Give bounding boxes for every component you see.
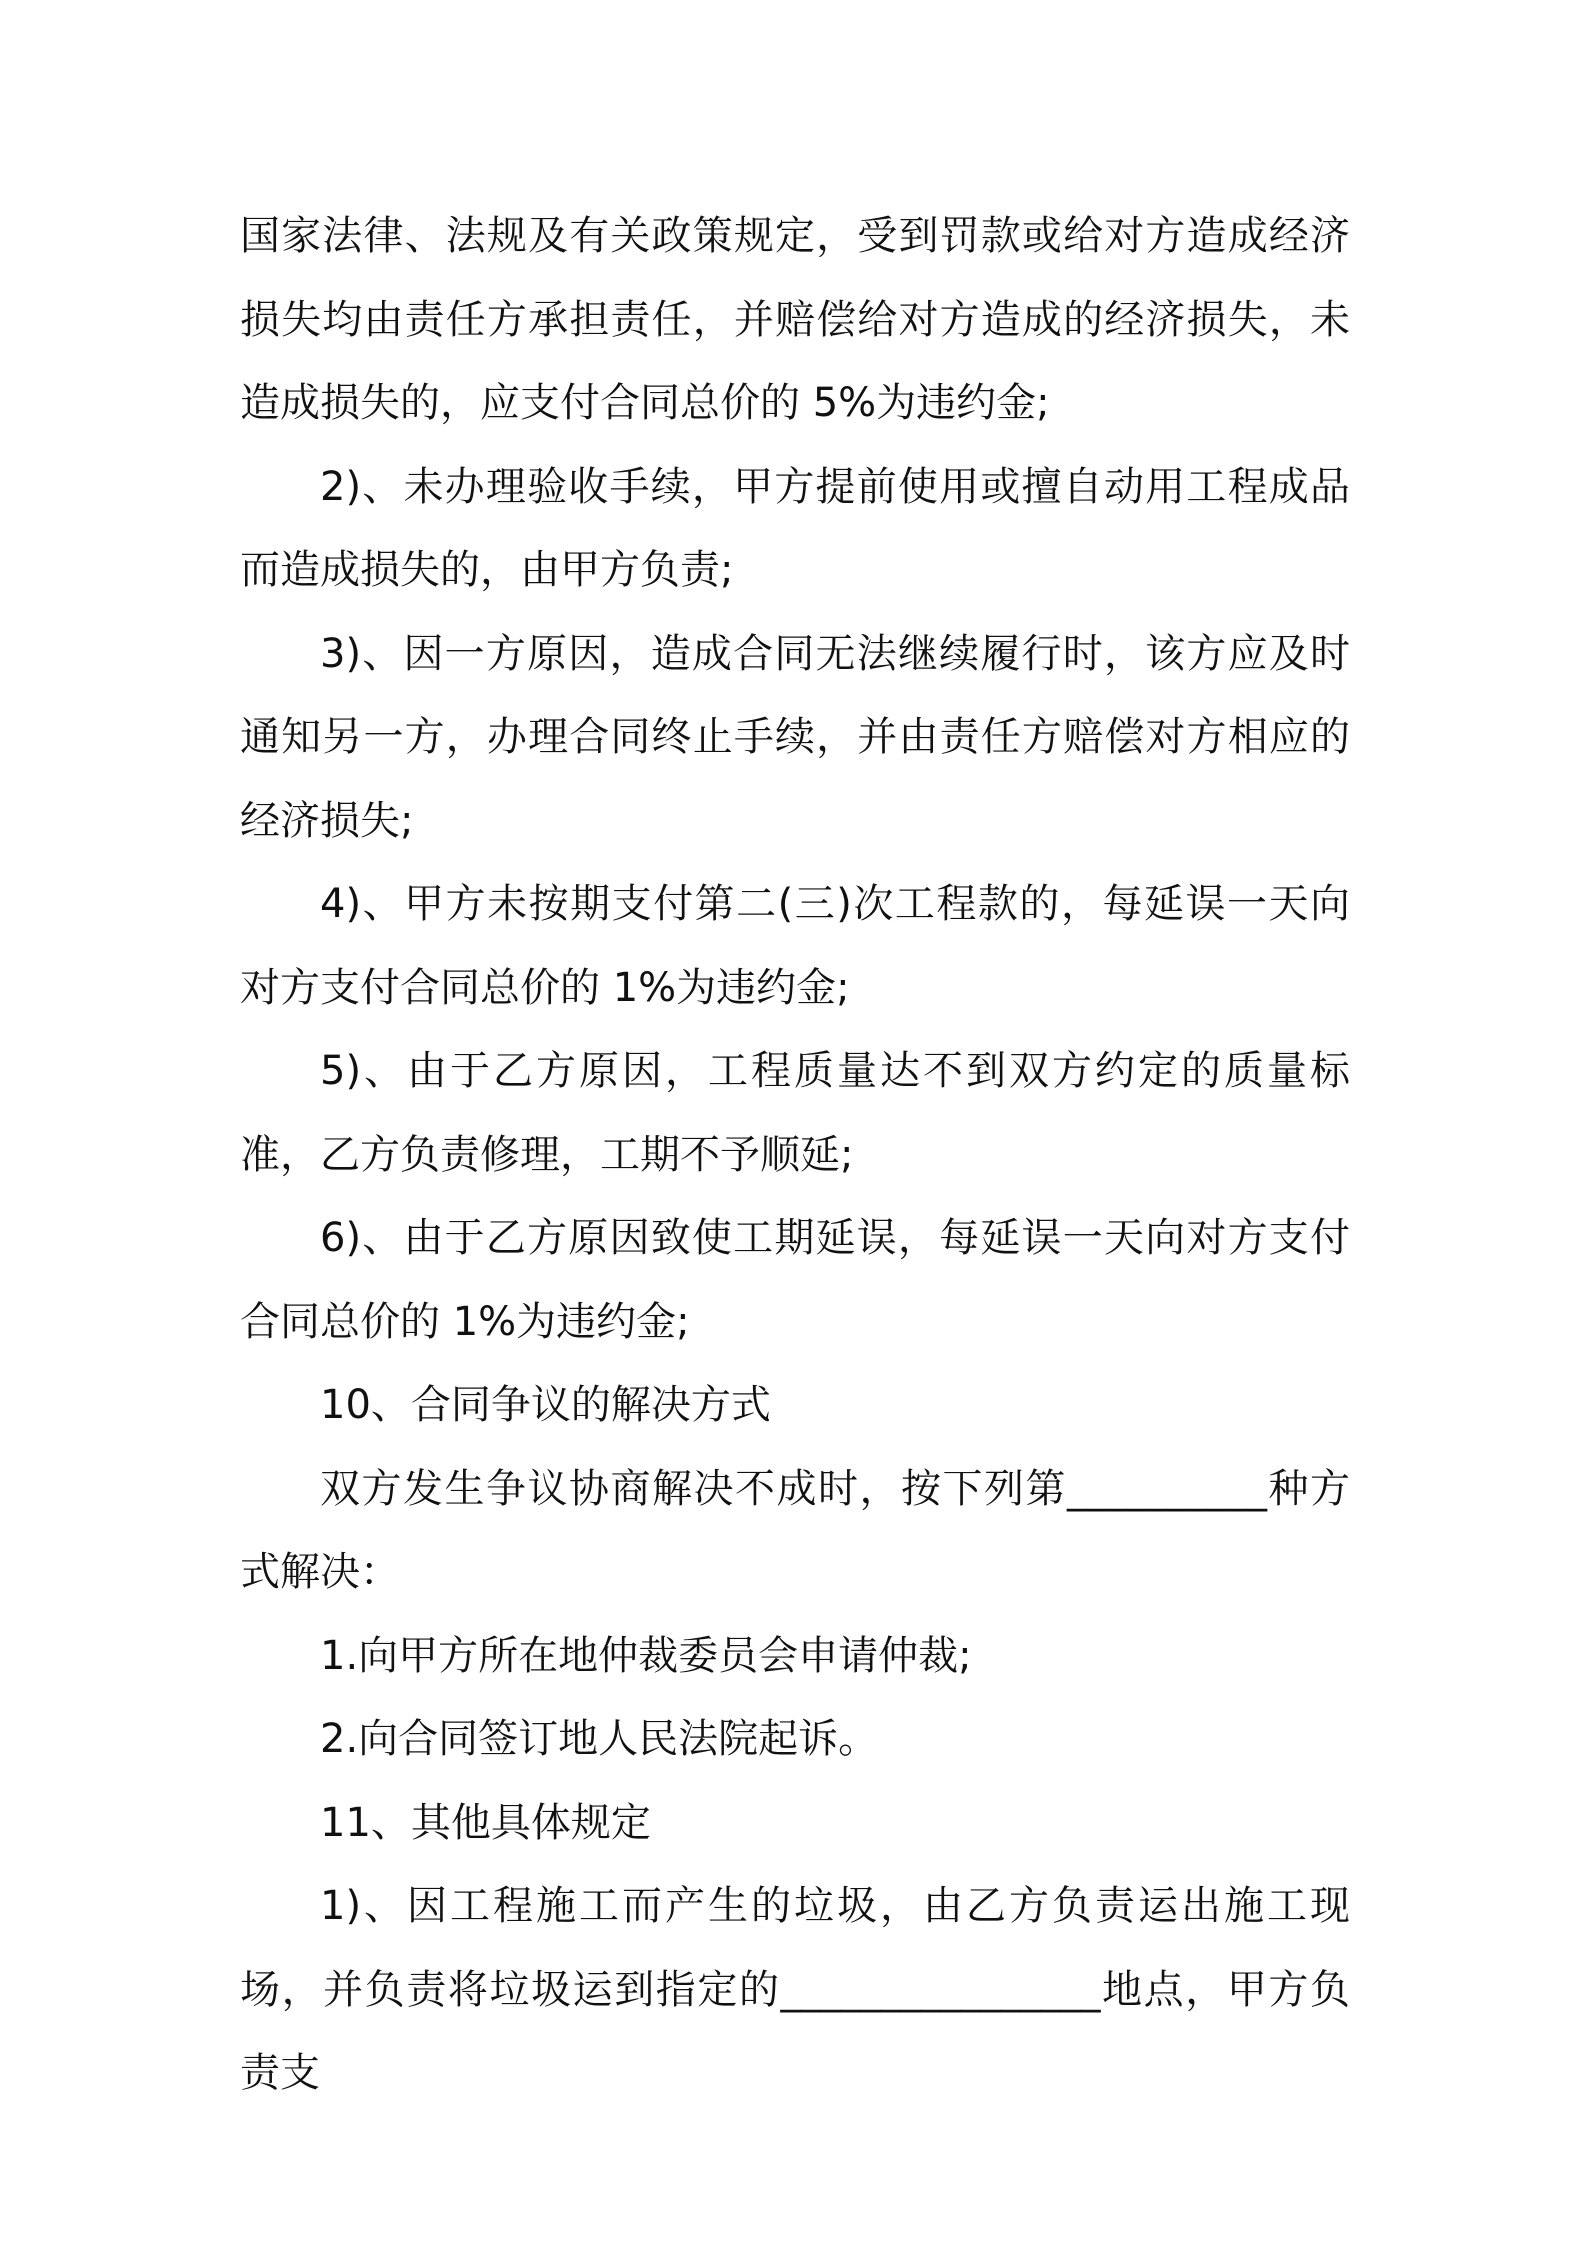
paragraph-clause-2: 2)、未办理验收手续，甲方提前使用或擅自动用工程成品而造成损失的，由甲方负责; [240, 463, 1350, 593]
paragraph-garbage-clause: 1)、因工程施工而产生的垃圾，由乙方负责运出施工现场，并负责将垃圾运到指定的________________地点，甲方负责支 [240, 1883, 1350, 2096]
paragraph-option-1: 1.向甲方所在地仲裁委员会申请仲裁; [320, 1632, 972, 1679]
paragraph-dispute-resolution: 双方发生争议协商解决不成时，按下列第__________种方式解决： [240, 1465, 1350, 1595]
section-heading-11: 11、其他具体规定 [320, 1799, 651, 1846]
paragraph-clause-5: 5)、由于乙方原因，工程质量达不到双方约定的质量标准，乙方负责修理，工期不予顺延; [240, 1048, 1350, 1178]
paragraph-breach-penalty-continued: 国家法律、法规及有关政策规定，受到罚款或给对方造成经济损失均由责任方承担责任，并赔偿给对方造成的经济损失，未造成损失的，应支付合同总价的 5%为违约金; [240, 213, 1350, 426]
section-heading-10: 10、合同争议的解决方式 [320, 1382, 771, 1428]
paragraph-option-2: 2.向合同签订地人民法院起诉。 [320, 1716, 879, 1762]
paragraph-clause-6: 6)、由于乙方原因致使工期延误，每延误一天向对方支付合同总价的 1%为违约金; [240, 1215, 1350, 1345]
paragraph-clause-4: 4)、甲方未按期支付第二(三)次工程款的，每延误一天向对方支付合同总价的 1%为违约金; [240, 881, 1350, 1011]
document-body [240, 195, 1350, 2116]
paragraph-clause-3: 3)、因一方原因，造成合同无法继续履行时，该方应及时通知另一方，办理合同终止手续，并由责任方赔偿对方相应的经济损失; [240, 630, 1350, 844]
